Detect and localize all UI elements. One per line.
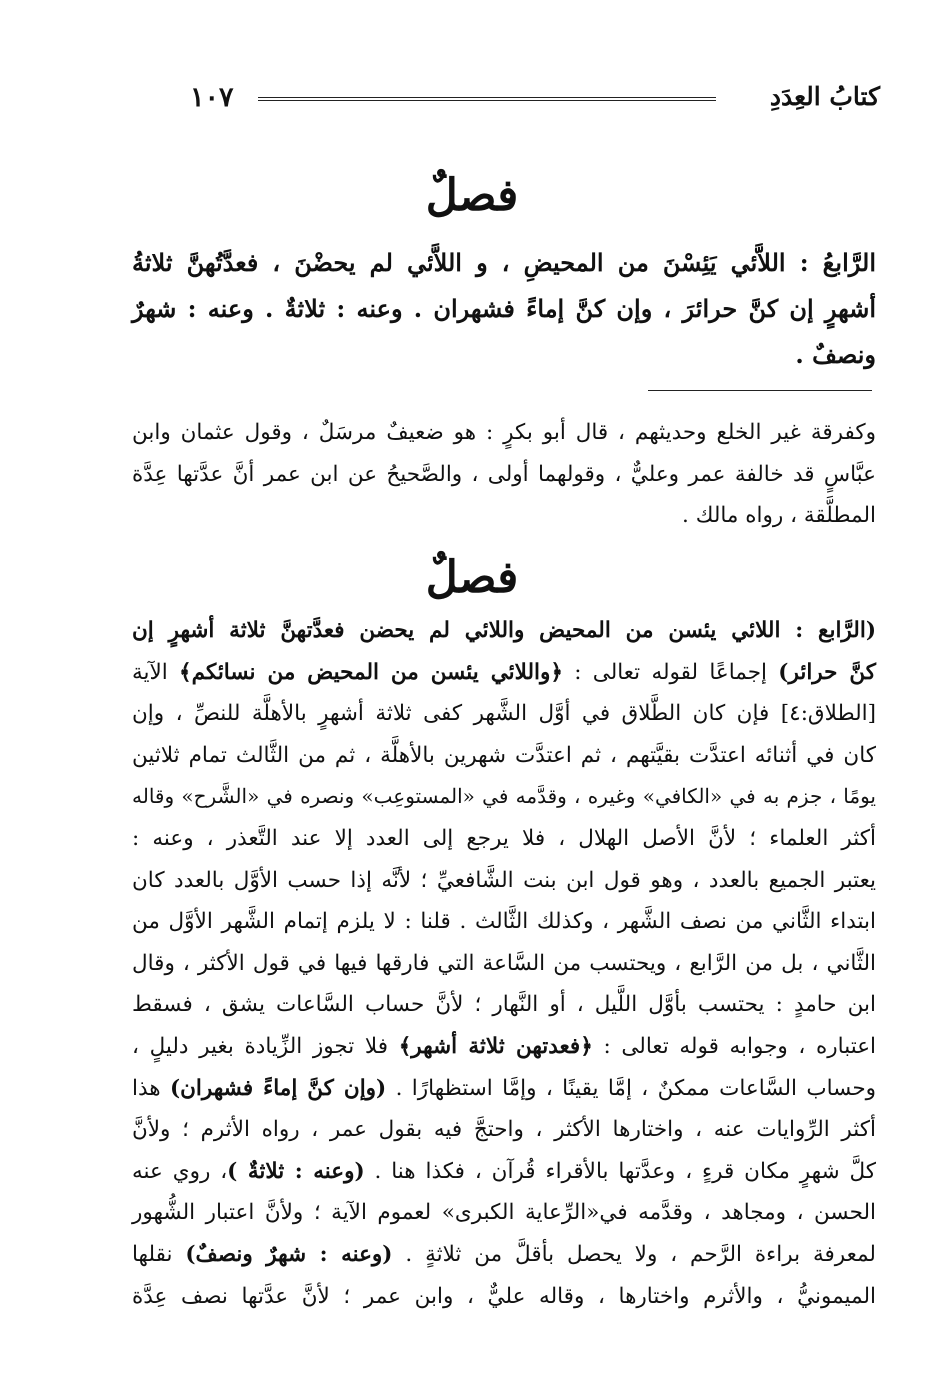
footnote-line: وكفرقة غير الخلع وحديثهم ، قال أبو بكرٍ : هو ضعيفٌ مرسَلٌ ، وقول عثمان وابن (132, 420, 876, 445)
commentary-line (132, 693, 876, 735)
commentary-line (132, 1276, 876, 1318)
commentary-run: يومًا ، جزم به في «الكافي» وغيره ، وقدَّمه في «المستوعِب» ونصره في «الشَّرح» وقاله (132, 784, 876, 809)
commentary-line (132, 1151, 876, 1193)
commentary-line (132, 1068, 876, 1110)
commentary-line (132, 943, 876, 985)
commentary-run: لمعرفة براءة الرَّحم ، ولا يحصل بأقلَّ من ثلاثةٍ . (392, 1241, 876, 1267)
commentary-line (132, 610, 876, 652)
commentary-line (132, 735, 876, 777)
commentary-run: ابتداء الثَّاني من نصف الشَّهر ، وكذلك الثَّالث . قلنا : لا يلزم إتمام الشَّهر الأوَّل من (132, 909, 876, 935)
matn-text (132, 240, 876, 378)
quoted-matn: ﴿واللائي يئسن من المحيض من نسائكم﴾ (179, 659, 563, 685)
commentary-run: إجماعًا لقوله تعالى : (562, 659, 779, 685)
commentary-line (132, 818, 876, 860)
commentary-line (132, 860, 876, 902)
commentary-run: ، روي عنه (132, 1158, 228, 1184)
quoted-matn: (وعنه : ثلاثةٌ ) (227, 1158, 365, 1184)
quoted-matn: (وإن كنَّ إماءً فشهران) (169, 1075, 387, 1101)
commentary-text (132, 610, 876, 1317)
page-header (130, 82, 880, 122)
quoted-matn: كنَّ حرائر) (778, 659, 876, 685)
commentary-line (132, 1026, 876, 1068)
section-heading: فصلٌ (425, 170, 519, 221)
commentary-line (132, 984, 876, 1026)
commentary-run: أكثر العلماء ؛ لأنَّ الأصل الهلال ، فلا يرجع إلى العدد إلا عند التَّعذر ، وعنه : (132, 825, 876, 851)
commentary-run: نقلها (132, 1241, 186, 1267)
commentary-line (132, 776, 876, 818)
commentary-run: فلا تجوز الزِّيادة بغير دليلٍ ، (132, 1033, 399, 1059)
footnote-line: عبَّاسٍ قد خالفة عمر وعليٌّ ، وقولهما أولى ، والصَّحيحُ عن ابن عمر أنَّ عدَّتها عِدَّة (132, 461, 876, 487)
commentary-run: كان في أثنائه اعتدَّت بقيَّتهم ، ثم اعتدَّت شهرين بالأهلَّة ، ثم من الثَّالث تمام ثلاثين (132, 742, 876, 768)
footnote-text (132, 412, 876, 537)
commentary-run: وحساب السَّاعات ممكنٌ ، إمَّا يقينًا ، وإمَّا استظهارًا . (386, 1075, 876, 1101)
commentary-run: الثَّاني ، بل من الرَّابع ، ويحتسب من السَّاعة التي فارقها فيها في قول الأكثر ، وقال (132, 950, 876, 976)
commentary-run: [الطلاق:٤] فإن كان الطَّلاق في أوَّل الشَّهر كفى ثلاثة أشهرٍ بالأهلَّة للنصِّ ، وإن (132, 701, 876, 727)
matn-line: ونصفٌ . (795, 340, 876, 369)
commentary-run: هذا (132, 1075, 170, 1101)
commentary-run: الميمونيُّ ، والأثرم واختارها ، وقاله عليٌّ ، وابن عمر ؛ لأنَّ عدَّتها نصف عِدَّة (132, 1283, 876, 1309)
commentary-line (132, 1109, 876, 1151)
commentary-run: الآية (132, 659, 180, 685)
commentary-line (132, 1234, 876, 1276)
quoted-matn: (وعنه : شهرٌ ونصفٌ) (185, 1241, 393, 1267)
commentary-run: يعتبر الجميع بالعدد ، وهو قول ابن بنت الشَّافعيِّ ؛ لأنَّه إذا حسب الأوَّل بالعدد كان (132, 867, 876, 893)
quoted-matn: ﴿فعدتهن ثلاثة أشهر﴾ (398, 1033, 593, 1059)
commentary-run: ابن حامدٍ : يحتسب بأوَّل اللَّيل ، أو النَّهار ؛ لأنَّ حساب السَّاعات يشق ، فسقط (132, 992, 876, 1018)
page-number: ١٠٧ (190, 82, 234, 113)
commentary-run: اعتباره ، وجوابه قوله تعالى : (592, 1033, 876, 1059)
matn-line: أشهرٍ إن كنَّ حرائرَ ، وإن كنَّ إماءً فشهران . وعنه : ثلاثةٌ . وعنه : شهرٌ (132, 294, 876, 323)
commentary-run: كلَّ شهرٍ مكان قرءٍ ، وعدَّتها بالأقراء قُرآن ، فكذا هنا . (364, 1158, 876, 1184)
footnote-divider (648, 390, 872, 391)
commentary-run: أكثر الرِّوايات عنه ، واختارها الأكثر ، واحتجَّ فيه بقول عمر ، رواه الأثرم ؛ ولأنَّ (132, 1117, 876, 1143)
commentary-line (132, 1192, 876, 1234)
section-heading: فصلٌ (425, 552, 519, 603)
matn-line: الرَّابعُ : اللاَّئي يَئِسْنَ من المحيضِ ، و اللاَّئي لم يحضْنَ ، فعدَّتُهنَّ ثلاثةُ (132, 248, 876, 277)
commentary-line (132, 901, 876, 943)
footnote-line: المطلَّقة ، رواه مالك . (682, 503, 876, 529)
header-rule (258, 97, 716, 101)
book-title: كتابُ العِدَدِ (769, 82, 880, 111)
commentary-run: الحسن ، ومجاهد ، وقدَّمه في«الرِّعاية الكبرى» لعموم الآية ؛ ولأنَّ اعتبار الشُّهور (132, 1200, 876, 1226)
quoted-matn: (الرَّابع : اللائي يئسن من المحيض واللائي لم يحضن فعدَّتهنَّ ثلاثة أشهرٍ إن (132, 618, 876, 643)
commentary-line (132, 652, 876, 694)
